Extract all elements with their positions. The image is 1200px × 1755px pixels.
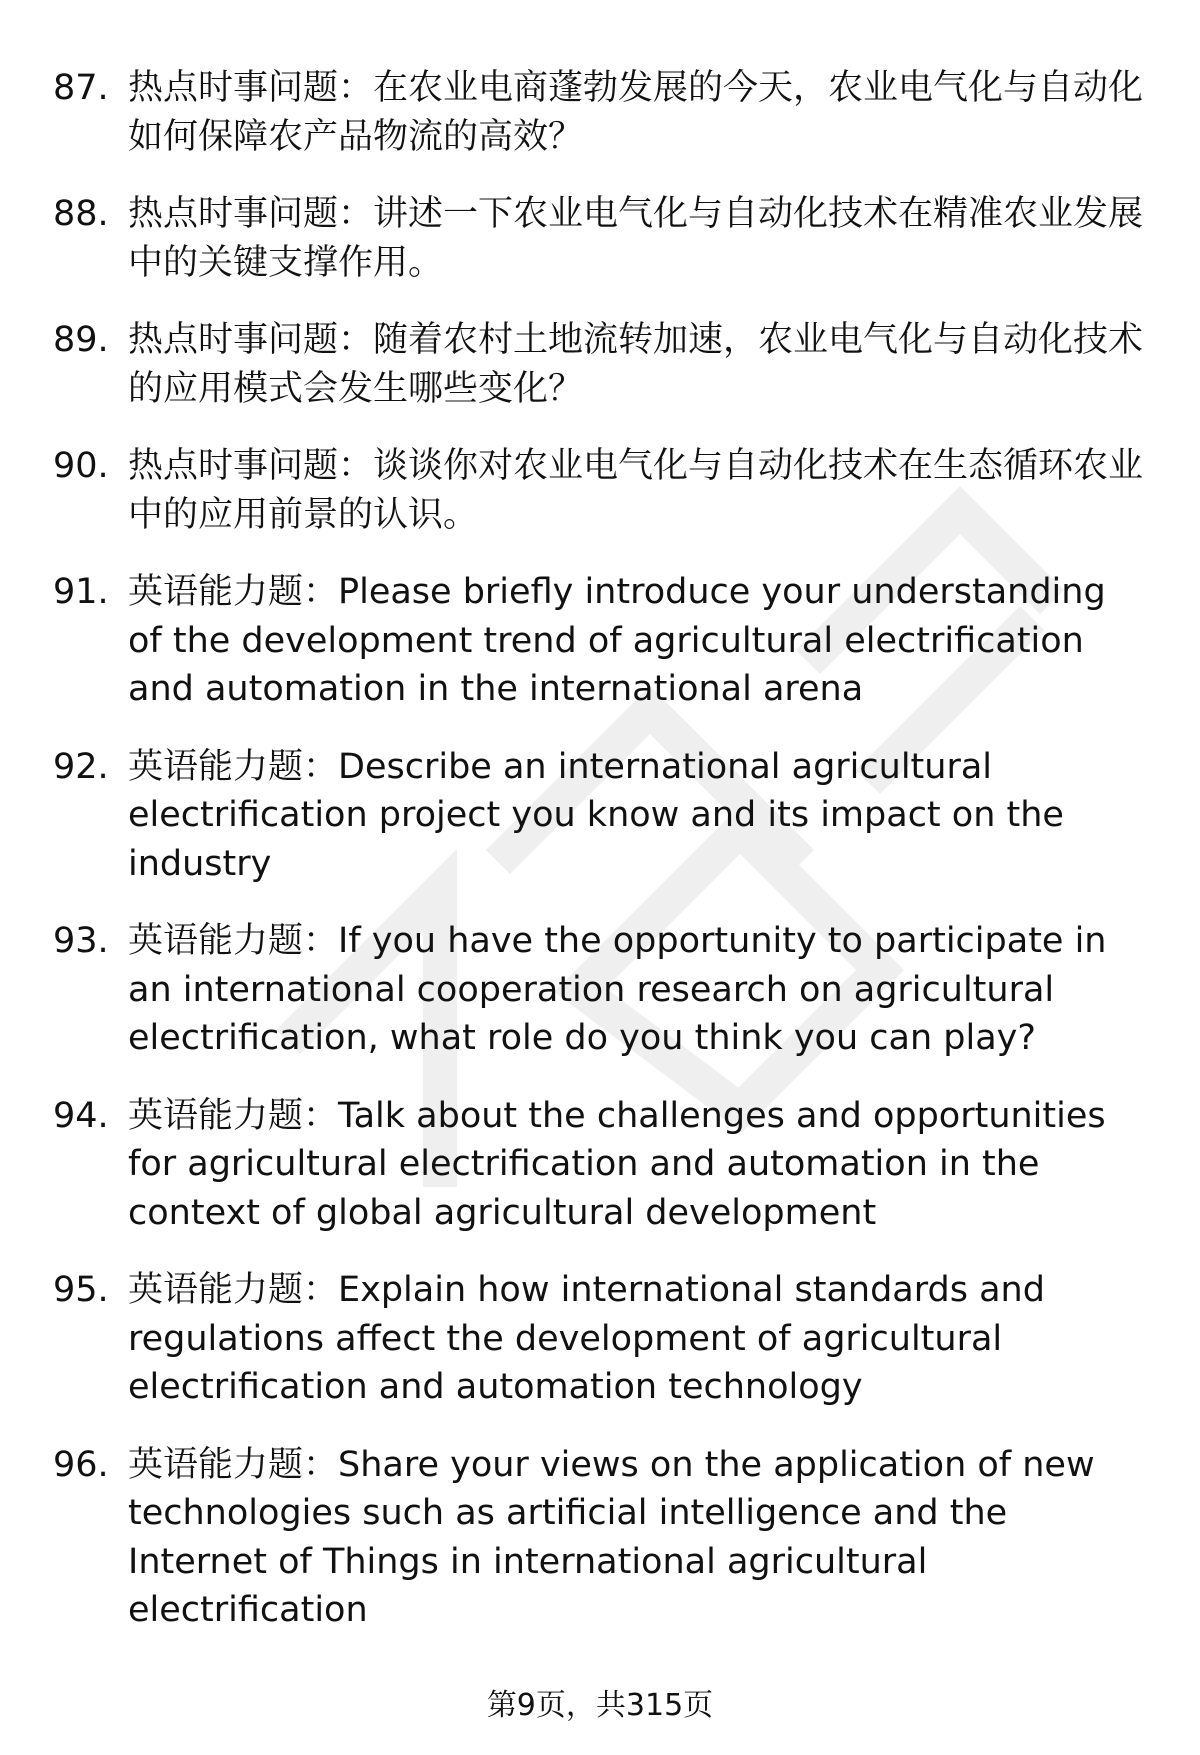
question-number: 87. bbox=[53, 68, 109, 108]
question-text: 英语能力题：Share your views on the application of new technologies such as artificial intelligence and the Internet of Things in international agricultural electrification bbox=[128, 1444, 1095, 1630]
question-item bbox=[0, 1092, 1200, 1238]
question-number: 93. bbox=[53, 921, 109, 961]
question-text: 英语能力题：If you have the opportunity to participate in an international cooperation research on agricultural electrification, what role do you think you can play? bbox=[128, 921, 1107, 1058]
question-number: 94. bbox=[53, 1095, 109, 1136]
question-item bbox=[0, 743, 1200, 889]
question-text: 热点时事问题：讲述一下农业电气化与自动化技术在精准农业发展中的关键支撑作用。 bbox=[128, 194, 1144, 283]
question-number: 96. bbox=[53, 1444, 109, 1485]
question-item bbox=[0, 917, 1200, 1063]
page-footer: 第9页，共315页 bbox=[486, 1688, 714, 1723]
question-text: 热点时事问题：在农业电商蓬勃发展的今天，农业电气化与自动化如何保障农产品物流的高效？ bbox=[128, 68, 1144, 157]
question-item bbox=[0, 568, 1200, 714]
question-item bbox=[0, 1266, 1200, 1412]
question-text: 英语能力题：Please briefly introduce your understanding of the development trend of agricultural electrification and automation in the international arena bbox=[128, 572, 1106, 709]
question-item bbox=[0, 442, 1200, 539]
question-item bbox=[0, 316, 1200, 413]
question-text: 英语能力题：Talk about the challenges and opportunities for agricultural electrification and automation in the context of global agricultural development bbox=[128, 1095, 1106, 1233]
question-number: 95. bbox=[53, 1270, 109, 1310]
question-text: 英语能力题：Explain how international standards and regulations affect the development of agricultural electrification and automation technology bbox=[128, 1270, 1045, 1407]
question-text: 热点时事问题：随着农村土地流转加速，农业电气化与自动化技术的应用模式会发生哪些变化？ bbox=[128, 320, 1144, 409]
question-number: 90. bbox=[53, 446, 109, 486]
question-item bbox=[0, 1441, 1200, 1635]
question-item bbox=[0, 64, 1200, 161]
question-number: 92. bbox=[53, 746, 109, 787]
question-number: 89. bbox=[53, 320, 109, 360]
question-list bbox=[0, 64, 1200, 1664]
question-item bbox=[0, 190, 1200, 287]
question-number: 91. bbox=[53, 572, 109, 612]
question-text: 英语能力题：Describe an international agricultural electrification project you know and its impact on the industry bbox=[128, 746, 1064, 884]
question-number: 88. bbox=[53, 194, 109, 234]
question-text: 热点时事问题：谈谈你对农业电气化与自动化技术在生态循环农业中的应用前景的认识。 bbox=[128, 446, 1144, 535]
